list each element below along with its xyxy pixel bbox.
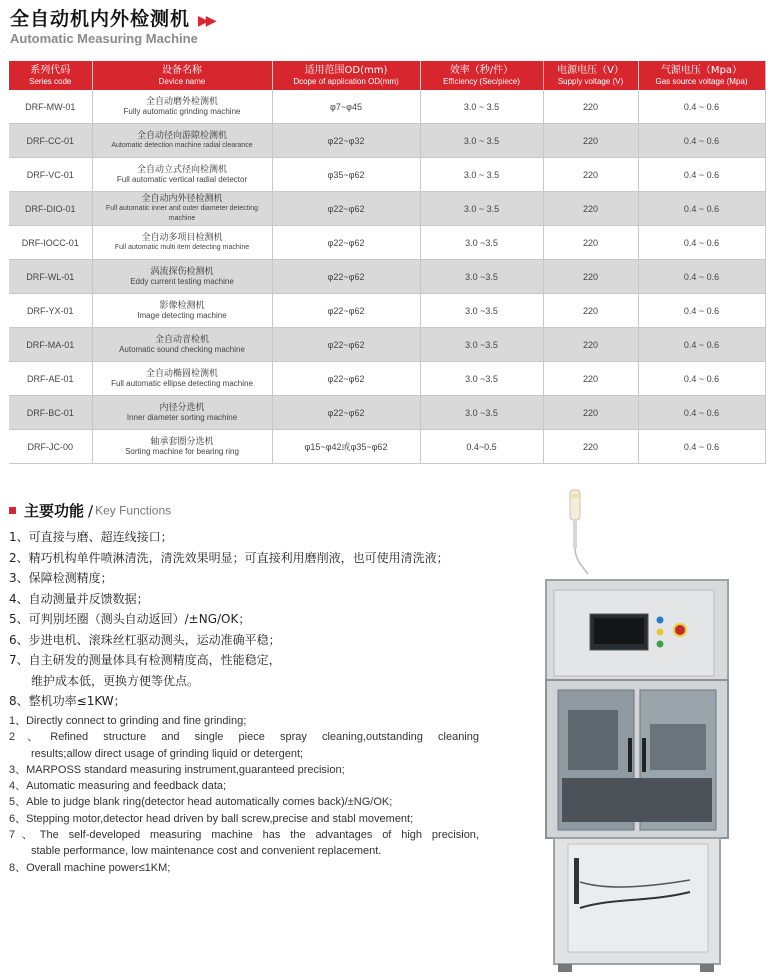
spec-table xyxy=(9,61,766,464)
table-row xyxy=(9,124,765,158)
od-range-cell: φ22~φ32 xyxy=(272,124,420,158)
column-header-en: Dcope of application OD(mm) xyxy=(293,76,399,86)
device-name-cn: 影像检测机 xyxy=(159,300,205,311)
list-item-text: 4、Automatic measuring and feedback data; xyxy=(9,780,227,793)
series-code-cell: DRF-BC-01 xyxy=(9,396,92,430)
list-item xyxy=(9,794,479,810)
list-item-text: 8、Overall machine power≤1KM; xyxy=(9,861,171,874)
column-header xyxy=(638,61,765,90)
column-header-cn: 气源电压（Mpa） xyxy=(660,64,743,76)
list-item-text: 3、MARPOSS standard measuring instrument,guaranteed precision; xyxy=(9,763,345,776)
list-item-text: 8、整机功率≤1KW； xyxy=(9,694,126,708)
gas-voltage-cell: 0.4 ~ 0.6 xyxy=(638,192,765,226)
series-code-cell: DRF-DIO-01 xyxy=(9,192,92,226)
column-header-en: Supply voltage (V) xyxy=(557,76,624,86)
series-code-cell: DRF-MA-01 xyxy=(9,328,92,362)
gas-voltage-cell: 0.4 ~ 0.6 xyxy=(638,226,765,260)
list-item xyxy=(9,630,529,651)
column-header xyxy=(420,61,543,90)
table-row xyxy=(9,260,765,294)
efficiency-cell: 3.0 ~ 3.5 xyxy=(420,158,543,192)
list-item xyxy=(9,527,529,548)
list-item-text: 4、自动测量并反馈数据； xyxy=(9,591,149,606)
device-name-en: Automatic sound checking machine xyxy=(119,344,245,354)
gas-voltage-cell: 0.4 ~ 0.6 xyxy=(638,396,765,430)
gas-voltage-cell: 0.4 ~ 0.6 xyxy=(638,294,765,328)
device-name-cell xyxy=(92,226,272,260)
list-item-text: 2、Refined structure and single piece spray cleaning,outstanding cleaning xyxy=(9,731,479,744)
table-body xyxy=(9,90,765,464)
list-item-text: 5、Able to judge blank ring(detector head automatically comes back)/±NG/OK; xyxy=(9,796,393,809)
efficiency-cell: 3.0 ~ 3.5 xyxy=(420,90,543,124)
efficiency-cell: 3.0 ~3.5 xyxy=(420,260,543,294)
device-name-cn: 涡流探伤检测机 xyxy=(150,266,214,277)
column-header xyxy=(543,61,638,90)
list-item-text: 7、自主研发的测量体具有检测精度高，性能稳定， xyxy=(9,653,281,667)
od-range-cell: φ22~φ62 xyxy=(272,396,420,430)
red-square-icon xyxy=(9,507,16,514)
signal-light-band xyxy=(571,494,579,498)
device-name-cell xyxy=(92,124,272,158)
list-item xyxy=(9,778,479,794)
list-item xyxy=(9,568,529,589)
table-row xyxy=(9,192,765,226)
series-code-cell: DRF-JC-00 xyxy=(9,430,92,464)
device-name-cn: 全自动径向游隙检测机 xyxy=(136,130,227,141)
device-name-cell xyxy=(92,294,272,328)
device-name-cn: 全自动椭圆检测机 xyxy=(145,368,218,379)
column-header-cn: 效率（秒/件） xyxy=(449,64,514,76)
key-functions-separator: / xyxy=(88,501,94,520)
list-item xyxy=(9,811,479,827)
column-header-en: Series code xyxy=(29,76,72,86)
list-item xyxy=(9,860,479,876)
gas-voltage-cell: 0.4 ~ 0.6 xyxy=(638,124,765,158)
gas-voltage-cell: 0.4 ~ 0.6 xyxy=(638,328,765,362)
device-name-cn: 全自动多项目检测机 xyxy=(141,232,223,243)
od-range-cell: φ22~φ62 xyxy=(272,260,420,294)
efficiency-cell: 0.4~0.5 xyxy=(420,430,543,464)
gas-voltage-cell: 0.4 ~ 0.6 xyxy=(638,362,765,396)
series-code-cell: DRF-YX-01 xyxy=(9,294,92,328)
efficiency-cell: 3.0 ~ 3.5 xyxy=(420,192,543,226)
list-item-text: 5、可判别坯圈（测头自动返回）/±NG/OK； xyxy=(9,612,251,626)
device-name-cn: 全自动磨外检测机 xyxy=(145,96,218,107)
od-range-cell: φ22~φ62 xyxy=(272,226,420,260)
measuring-unit xyxy=(568,710,618,770)
series-code-cell: DRF-AE-01 xyxy=(9,362,92,396)
od-range-cell: φ22~φ62 xyxy=(272,192,420,226)
machine-photo xyxy=(540,488,740,976)
green-button-icon xyxy=(657,641,664,648)
gas-voltage-cell: 0.4 ~ 0.6 xyxy=(638,430,765,464)
list-item-text: 7、The self-developed measuring machine has the advantages of high precision, xyxy=(9,829,479,842)
door-handle-left xyxy=(628,738,632,772)
key-functions-heading xyxy=(9,500,171,521)
device-name-en: Image detecting machine xyxy=(137,310,227,320)
device-name-cell xyxy=(92,396,272,430)
column-header-en: Gas source voltage (Mpa) xyxy=(655,76,748,86)
list-item-continuation: stable performance, low maintenance cost and convenient replacement. xyxy=(31,845,382,858)
supply-voltage-cell: 220 xyxy=(543,226,638,260)
list-item-text: 1、Directly connect to grinding and fine grinding; xyxy=(9,715,247,727)
signal-cable xyxy=(575,548,588,574)
device-name-cn: 全自动音检机 xyxy=(154,334,209,345)
list-item xyxy=(9,729,479,762)
table-row xyxy=(9,158,765,192)
efficiency-cell: 3.0 ~ 3.5 xyxy=(420,124,543,158)
od-range-cell: φ22~φ62 xyxy=(272,294,420,328)
list-item-text: 2、精巧机构单件喷淋清洗，清洗效果明显；可直接利用磨削液，也可使用清洗液； xyxy=(9,550,449,565)
list-item xyxy=(9,609,529,630)
device-name-en: Full automatic inner and outer diameter detecting machine xyxy=(105,204,259,222)
column-header-cn: 电源电压（V） xyxy=(557,64,624,76)
device-name-en: Inner diameter sorting machine xyxy=(126,412,238,422)
table-row xyxy=(9,362,765,396)
list-item xyxy=(9,713,479,729)
table-header-row xyxy=(9,61,765,90)
yellow-button-icon xyxy=(657,629,664,636)
foot-left xyxy=(558,964,572,972)
blue-button-icon xyxy=(657,617,664,624)
series-code-cell: DRF-MW-01 xyxy=(9,90,92,124)
cabinet-handle xyxy=(574,858,579,904)
supply-voltage-cell: 220 xyxy=(543,328,638,362)
efficiency-cell: 3.0 ~3.5 xyxy=(420,328,543,362)
list-item-continuation: 维护成本低，更换方便等优点。 xyxy=(31,673,200,688)
device-name-en: Sorting machine for bearing ring xyxy=(125,446,239,456)
list-item xyxy=(9,548,529,569)
touch-screen-display xyxy=(594,618,644,644)
column-header-en: Device name xyxy=(158,76,206,86)
list-item-text: 6、Stepping motor,detector head driven by ball screw,precise and stabl movement; xyxy=(9,812,414,825)
device-name-cell xyxy=(92,90,272,124)
gas-voltage-cell: 0.4 ~ 0.6 xyxy=(638,158,765,192)
table-row xyxy=(9,90,765,124)
efficiency-cell: 3.0 ~3.5 xyxy=(420,362,543,396)
key-functions-title-cn: 主要功能 xyxy=(24,502,85,520)
supply-voltage-cell: 220 xyxy=(543,260,638,294)
column-header-en: Efficiency (Sec/piece) xyxy=(443,76,520,86)
series-code-cell: DRF-VC-01 xyxy=(9,158,92,192)
key-functions-en-list xyxy=(9,713,479,876)
supply-voltage-cell: 220 xyxy=(543,158,638,192)
device-name-cell xyxy=(92,260,272,294)
series-code-cell: DRF-WL-01 xyxy=(9,260,92,294)
device-name-cn: 轴承套圈分选机 xyxy=(150,436,214,447)
device-name-cn: 全自动立式径向检测机 xyxy=(136,164,227,175)
spray-unit xyxy=(650,724,706,770)
list-item xyxy=(9,589,529,610)
page-subtitle: Automatic Measuring Machine xyxy=(10,31,198,46)
double-arrow-icon: ▶▶ xyxy=(198,13,214,29)
supply-voltage-cell: 220 xyxy=(543,430,638,464)
table-row xyxy=(9,294,765,328)
device-name-en: Full automatic multi item detecting machine xyxy=(114,243,250,251)
device-name-cn: 全自动内外径检测机 xyxy=(141,193,223,204)
device-name-en: Automatic detection machine radial clearance xyxy=(111,141,253,149)
device-name-cell xyxy=(92,192,272,226)
foot-right xyxy=(700,964,714,972)
efficiency-cell: 3.0 ~3.5 xyxy=(420,226,543,260)
list-item-continuation: results;allow direct usage of grinding liquid or detergent; xyxy=(31,747,304,760)
od-range-cell: φ7~φ45 xyxy=(272,90,420,124)
od-range-cell: φ15~φ42或φ35~φ62 xyxy=(272,430,420,464)
list-item xyxy=(9,650,529,691)
list-item xyxy=(9,691,529,712)
column-header-cn: 系列代码 xyxy=(30,64,71,76)
page-title-cn: 全自动机内外检测机 xyxy=(10,8,191,30)
gas-voltage-cell: 0.4 ~ 0.6 xyxy=(638,90,765,124)
list-item-text: 3、保障检测精度； xyxy=(9,571,113,585)
supply-voltage-cell: 220 xyxy=(543,362,638,396)
device-name-en: Full automatic ellipse detecting machine xyxy=(111,378,253,388)
device-name-en: Full automatic vertical radial detector xyxy=(116,174,248,184)
device-name-en: Eddy current testing machine xyxy=(130,276,234,286)
list-item xyxy=(9,827,479,860)
series-code-cell: DRF-IOCC-01 xyxy=(9,226,92,260)
column-header xyxy=(9,61,92,90)
series-code-cell: DRF-CC-01 xyxy=(9,124,92,158)
page-title xyxy=(10,4,214,31)
efficiency-cell: 3.0 ~3.5 xyxy=(420,294,543,328)
device-name-cell xyxy=(92,328,272,362)
supply-voltage-cell: 220 xyxy=(543,124,638,158)
od-range-cell: φ35~φ62 xyxy=(272,158,420,192)
column-header-cn: 适用范围OD(mm) xyxy=(304,64,388,76)
supply-voltage-cell: 220 xyxy=(543,192,638,226)
list-item-text: 1、可直接与磨、超连线接口； xyxy=(9,530,173,544)
supply-voltage-cell: 220 xyxy=(543,90,638,124)
table-row xyxy=(9,430,765,464)
table-row xyxy=(9,328,765,362)
list-item-text: 6、步进电机、滚珠丝杠驱动测头，运动准确平稳； xyxy=(9,632,281,647)
key-functions-cn-list xyxy=(9,527,529,712)
table-row xyxy=(9,396,765,430)
device-name-cn: 内径分选机 xyxy=(159,402,205,413)
column-header-cn: 设备名称 xyxy=(162,64,202,76)
emergency-stop-icon xyxy=(674,624,686,636)
door-handle-right xyxy=(642,738,646,772)
supply-voltage-cell: 220 xyxy=(543,396,638,430)
key-functions-title-en: Key Functions xyxy=(95,503,172,518)
od-range-cell: φ22~φ62 xyxy=(272,328,420,362)
device-name-cell xyxy=(92,158,272,192)
supply-voltage-cell: 220 xyxy=(543,294,638,328)
device-name-en: Fully automatic grinding machine xyxy=(123,106,241,116)
device-name-cell xyxy=(92,430,272,464)
gas-voltage-cell: 0.4 ~ 0.6 xyxy=(638,260,765,294)
efficiency-cell: 3.0 ~3.5 xyxy=(420,396,543,430)
device-name-cell xyxy=(92,362,272,396)
table-row xyxy=(9,226,765,260)
column-header xyxy=(272,61,420,90)
inner-mechanism xyxy=(562,778,712,822)
list-item xyxy=(9,762,479,778)
column-header xyxy=(92,61,272,90)
signal-light-pole xyxy=(573,520,577,548)
lower-cabinet-door xyxy=(568,844,708,952)
od-range-cell: φ22~φ62 xyxy=(272,362,420,396)
